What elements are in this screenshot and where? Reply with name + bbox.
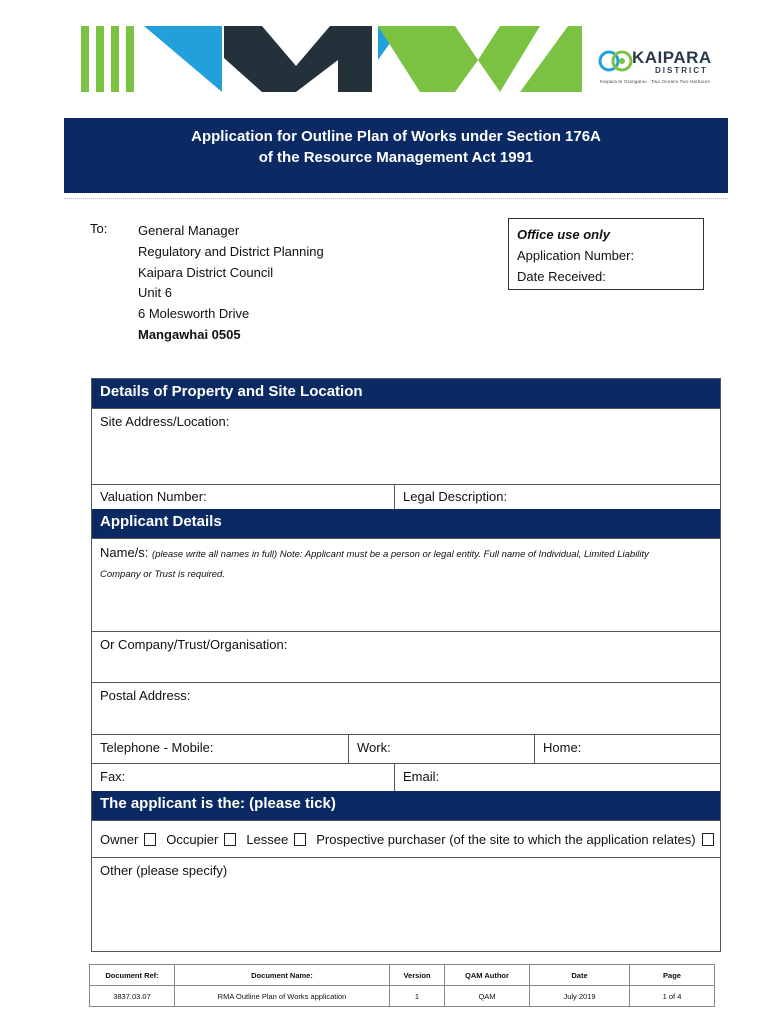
title-line-1: Application for Outline Plan of Works under Section 176A [191,128,601,145]
dark-m-shape [224,26,372,92]
address-line: 6 Molesworth Drive [138,306,250,322]
occupier-checkbox[interactable] [224,833,236,846]
prospective-purchaser-checkbox[interactable] [702,833,714,846]
names-note-cont: Company or Trust is required. [100,569,225,580]
applicant-type-row [92,820,720,857]
application-number-label: Application Number: [517,248,635,263]
applicant-type-heading: The applicant is the: (please tick) [92,791,720,820]
green-stripe-2 [96,26,104,92]
site-address-label: Site Address/Location: [100,414,230,429]
names-field[interactable] [92,538,720,631]
office-use-box [508,218,704,290]
site-address-field[interactable] [92,408,720,484]
email-label: Email: [403,769,440,784]
logo-name: KAIPARA [632,48,712,67]
fax-email-row [92,763,720,791]
lessee-checkbox[interactable] [294,833,306,846]
work-label: Work: [357,740,391,755]
divider [64,198,728,199]
property-section-heading: Details of Property and Site Location [92,379,720,408]
email-field[interactable] [394,764,720,791]
owner-checkbox[interactable] [144,833,156,846]
legal-description-label: Legal Description: [403,489,508,504]
mobile-label: Telephone - Mobile: [100,740,214,755]
green-stripe-4 [126,26,134,92]
company-label: Or Company/Trust/Organisation: [100,637,288,652]
footer-value-row [90,986,715,1007]
logo-subtitle: DISTRICT [655,66,708,75]
work-phone-field[interactable] [348,735,534,763]
occupier-label: Occupier [166,831,219,847]
document-title [64,118,728,193]
title-line-2: of the Resource Management Act 1991 [258,149,534,166]
green-v-shape [378,26,540,92]
company-field[interactable] [92,631,720,682]
office-use-title: Office use only [517,227,610,242]
telephone-row [92,734,720,763]
names-label: Name/s: [100,545,149,560]
home-label: Home: [543,740,582,755]
home-phone-field[interactable] [534,735,720,763]
footer-header: Document Ref: [90,965,175,986]
postal-address-label: Postal Address: [100,688,191,703]
footer-header: Date [530,965,630,986]
address-line: Unit 6 [138,285,172,301]
applicant-section-heading: Applicant Details [92,509,720,538]
prospective-purchaser-label: Prospective purchaser (of the site to which the application relates) [316,831,696,847]
valuation-row [92,484,720,509]
valuation-number-field[interactable] [92,485,394,509]
date-value: July 2019 [530,986,630,1007]
names-note: (please write all names in full) Note: Applicant must be a person or legal entity. Full name of Individual, Limited Liability [152,549,649,560]
footer-header: Page [630,965,715,986]
page-value: 1 of 4 [630,986,715,1007]
document-name-value: RMA Outline Plan of Works application [175,986,390,1007]
address-line: Regulatory and District Planning [138,243,324,259]
lessee-label: Lessee [246,831,289,847]
document-ref-value: 3837.03.07 [90,986,175,1007]
document-footer-table [89,964,715,1007]
green-stripe-1 [81,26,89,92]
other-specify-label: Other (please specify) [100,863,228,878]
addressee-block [138,221,324,346]
footer-header: Version [390,965,445,986]
fax-field[interactable] [92,764,394,791]
to-label: To: [90,221,108,236]
version-value: 1 [390,986,445,1007]
application-form [91,378,721,952]
mobile-field[interactable] [92,735,348,763]
address-line-town: Mangawhai 0505 [138,326,241,342]
other-specify-field[interactable] [92,857,720,951]
date-received-label: Date Received: [517,269,606,284]
postal-address-field[interactable] [92,682,720,734]
green-stripe-3 [111,26,119,92]
legal-description-field[interactable] [394,485,720,509]
cyan-triangle [144,26,222,92]
address-line: General Manager [138,223,240,238]
footer-header: QAM Author [445,965,530,986]
footer-header-row [90,965,715,986]
footer-header: Document Name: [175,965,390,986]
qam-author-value: QAM [445,986,530,1007]
fax-label: Fax: [100,769,126,784]
valuation-number-label: Valuation Number: [100,489,207,504]
logo-tagline: Kaipara te Oranganui · Two Oceans Two Harbours [600,79,711,84]
address-line: Kaipara District Council [138,264,274,280]
owner-label: Owner [100,831,139,847]
